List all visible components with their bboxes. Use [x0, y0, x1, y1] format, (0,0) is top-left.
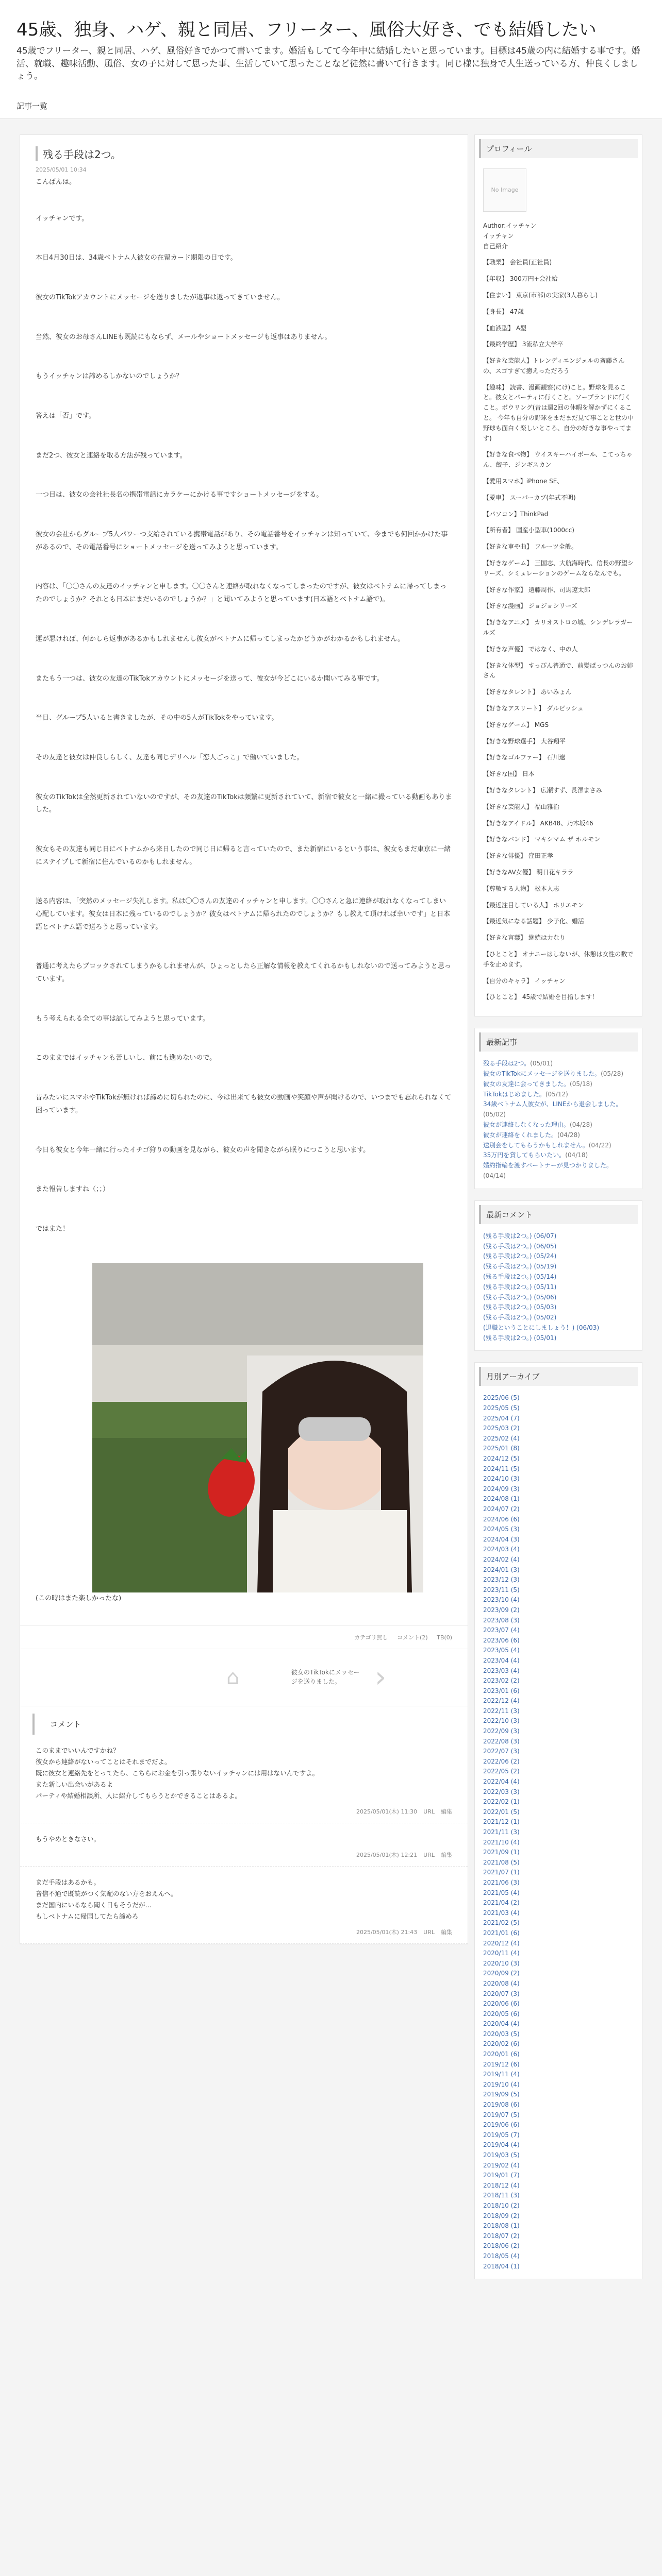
category-link[interactable]: カテゴリ無し: [354, 1634, 388, 1641]
archive-link[interactable]: 2019/11 (4): [483, 2071, 520, 2078]
recent-post-title[interactable]: 彼女のTikTokにメッセージを送りました。: [483, 1070, 601, 1077]
profile-line: 【愛車】 スーパーカブ(年式不明): [483, 494, 576, 501]
entry-paragraph: 内容は、「〇〇さんの友達のイッチャンと申します。〇〇さんと連絡が取れなくなってしまったのですが、彼女はベトナムに帰ってしまったのでしょうか？それとも日本にまだいるのでしょうか？」と聞いてみようと思っています(日本語とベトナム語で)。: [36, 583, 447, 604]
archive-link[interactable]: 2022/09 (3): [483, 1727, 520, 1735]
profile-lines: [483, 258, 634, 1003]
entry-paragraph: 運が悪ければ、何かしら返事があるかもしれませんし彼女がベトナムに帰ってしまったかどうかがわかるかもしれません。: [36, 635, 405, 643]
profile-line: 【好きな食べ物】 ウイスキーハイボール、こてっちゃん、餃子、ジンギスカン: [483, 451, 633, 469]
recent-post-date: (04/28): [557, 1131, 580, 1139]
archive-link[interactable]: 2018/06 (2): [483, 2242, 520, 2250]
profile-line: 【好きなAV女優】 明日花キララ: [483, 868, 574, 876]
recent-post-link[interactable]: [483, 1059, 634, 1069]
archive-link[interactable]: 2021/11 (3): [483, 1828, 520, 1836]
entry-title[interactable]: 残る手段は2つ。: [36, 146, 452, 161]
comment-date: 2025/05/01(木) 11:30: [356, 1808, 418, 1815]
archive-link[interactable]: 2023/03 (4): [483, 1667, 520, 1674]
archive-link[interactable]: 2021/03 (4): [483, 1909, 520, 1917]
entry-paragraph: 送る内容は、「突然のメッセージ失礼します。私は〇〇さんの友達のイッチャンと申します。〇〇さんと急に連絡が取れなくなってしまい心配しています。彼女は日本に残っているのでしょうか？彼女はベトナムに帰られたのでしょうか？もし教えて頂ければ幸いです」と日本語とベトナム語で送ろうと思っています。: [36, 897, 451, 931]
archive-link[interactable]: 2020/01 (6): [483, 2050, 520, 2058]
recent-post-title[interactable]: 残る手段は2つ。: [483, 1060, 531, 1067]
recent-post-title[interactable]: 婚約指輪を渡すパートナーが見つかりました。: [483, 1162, 613, 1170]
comment-item: [20, 1735, 468, 1823]
recent-post-link[interactable]: [483, 1161, 634, 1181]
archive-link[interactable]: 2025/04 (7): [483, 1414, 520, 1422]
comment-action-link[interactable]: URL: [423, 1808, 435, 1815]
archive-link[interactable]: 2023/07 (4): [483, 1626, 520, 1634]
archive-link[interactable]: 2024/12 (5): [483, 1455, 520, 1463]
entry-paragraph: ではまた！: [36, 1225, 70, 1233]
archive-link[interactable]: 2022/10 (3): [483, 1717, 520, 1725]
archive-link[interactable]: 2022/06 (2): [483, 1757, 520, 1765]
archive-link[interactable]: 2022/04 (4): [483, 1778, 520, 1786]
archive-link[interactable]: 2022/05 (2): [483, 1768, 520, 1775]
entry-meta: [20, 1625, 468, 1649]
profile-line: 【好きな芸能人】 福山雅治: [483, 803, 559, 810]
avatar: No Image: [483, 168, 526, 212]
archive-link[interactable]: 2018/12 (4): [483, 2181, 520, 2189]
archive-link[interactable]: 2023/01 (6): [483, 1687, 520, 1694]
entry-paragraph: 今日も彼女と今年一緒に行ったイチゴ狩りの動画を見ながら、彼女の声を聞きながら眠りにつこうと思います。: [36, 1146, 370, 1154]
archive-link[interactable]: 2025/06 (5): [483, 1394, 520, 1402]
comment-action-link[interactable]: URL: [423, 1928, 435, 1936]
profile-line: 【自分のキャラ】 イッチャン: [483, 977, 566, 985]
profile-line: 【好きなタレント】 広瀬すず、長澤まさみ: [483, 787, 602, 794]
entry-paragraph: 当日、グループ5人いると書きましたが、その中の5人がTikTokをやっています。: [36, 714, 278, 722]
entry-paragraph: もう考えられる全ての事は試してみようと思っています。: [36, 1014, 209, 1023]
archive-link[interactable]: 2018/05 (4): [483, 2252, 520, 2260]
article-list-link[interactable]: 記事一覧: [16, 101, 48, 111]
archive-link[interactable]: 2019/01 (7): [483, 2172, 520, 2179]
profile-line: 【好きな漫画】 ジョジョシリーズ: [483, 602, 577, 610]
recent-post-date: (05/02): [483, 1111, 506, 1118]
archive-link[interactable]: 2023/05 (4): [483, 1647, 520, 1654]
profile-line: 【ひとこと】 45歳で結婚を目指します！: [483, 993, 599, 1001]
profile-line: 【好きな声優】 ではなく、中の人: [483, 645, 578, 653]
recent-post-link[interactable]: [483, 1150, 634, 1161]
profile-line: 【好きな作家】 遠藤周作、司馬遼太郎: [483, 586, 590, 594]
profile-line: 【好きなバンド】 マキシマム ザ ホルモン: [483, 836, 601, 843]
archive-link[interactable]: 2024/10 (3): [483, 1475, 520, 1483]
site-description: 45歳でフリーター、親と同居、ハゲ、風俗好きでかつて書いてます。婚活もしてて今年中に結婚したいと思っています。目標は45歳の内に結婚する事です。婚活、就職、趣味活動、風俗、女の子に対して思った事、生活していて思ったことなど徒然に書いて行きます。同じ様に独身で人生送っている方、仲良くしましょう。: [16, 46, 640, 82]
main-column: [20, 134, 468, 1944]
comments-section: [20, 1714, 468, 1944]
archive-link[interactable]: 2022/08 (3): [483, 1737, 520, 1745]
recent-comments-list: [475, 1228, 642, 1351]
chevron-right-icon[interactable]: ›: [375, 1660, 387, 1694]
archive-link[interactable]: 2020/11 (4): [483, 1950, 520, 1957]
archive-link[interactable]: 2019/02 (4): [483, 2161, 520, 2169]
profile-line: 【好きなアニメ】 カリオストロの城、シンデレラガールズ: [483, 619, 633, 637]
entry-paragraph: その友達と彼女は仲良しらしく、友達も同じデリヘル「恋人ごっこ」で働いていました。: [36, 753, 304, 761]
recent-post-date: (05/28): [601, 1070, 624, 1077]
profile-line: 【年収】 300万円+会社給: [483, 275, 558, 283]
profile-body: [475, 162, 642, 1016]
profile-line: 【好きなゲーム】 三国志、大航海時代、信長の野望シリーズ、シミュレーションのゲームならなんでも。: [483, 560, 634, 577]
archive-link[interactable]: 2021/06 (3): [483, 1878, 520, 1886]
comment-item: [20, 1823, 468, 1867]
site-header: [0, 0, 662, 119]
comment-count-link[interactable]: コメント(2): [397, 1634, 428, 1641]
recent-post-title[interactable]: 35万円を貸してもらいたい。: [483, 1151, 566, 1159]
recent-post-title[interactable]: TikTokはじめました。: [483, 1090, 545, 1098]
archive-link[interactable]: 2018/04 (1): [483, 2262, 520, 2270]
trackback-link[interactable]: TB(0): [437, 1634, 452, 1641]
author-name: イッチャン: [483, 232, 514, 240]
archive-link[interactable]: 2024/05 (3): [483, 1526, 520, 1533]
archive-link[interactable]: 2023/02 (2): [483, 1677, 520, 1685]
archive-link[interactable]: 2019/09 (5): [483, 2091, 520, 2098]
profile-line: 【好きな俳優】 窪田正孝: [483, 852, 553, 860]
archive-link[interactable]: 2018/09 (2): [483, 2212, 520, 2219]
archive-link[interactable]: 2018/11 (3): [483, 2192, 520, 2199]
recent-post-title[interactable]: 送別会をしてもらうかもしれません。: [483, 1141, 589, 1149]
recent-comment-link[interactable]: (残る手段は2つ。) (05/01): [483, 1334, 557, 1342]
photo-illustration: [92, 1263, 423, 1592]
archive-link[interactable]: 2024/01 (3): [483, 1566, 520, 1573]
sidebar: [474, 134, 642, 2291]
archive-link[interactable]: 2023/04 (4): [483, 1656, 520, 1664]
recent-posts-title: 最新記事: [479, 1032, 638, 1052]
recent-comment-link[interactable]: (残る手段は2つ。) (05/19): [483, 1263, 557, 1270]
profile-line: 【好きなゲーム】 MGS: [483, 721, 549, 728]
archive-link[interactable]: 2019/12 (6): [483, 2060, 520, 2068]
archive-link[interactable]: 2025/02 (4): [483, 1434, 520, 1442]
comment-item: [20, 1867, 468, 1944]
entry-paragraph: 一つ目は、彼女の会社社長名の携帯電話にカラケーにかける事ですショートメッセージをする。: [36, 491, 323, 499]
profile-line: 【最近注目している人】 ホリエモン: [483, 901, 584, 909]
entry-paragraph: もうイッチャンは諦めるしかないのでしょうか？: [36, 372, 183, 381]
comment-date: 2025/05/01(木) 12:21: [356, 1851, 418, 1858]
profile-line: 【好きなアイドル】 AKB48、乃木坂46: [483, 819, 593, 827]
archive-link[interactable]: 2025/05 (5): [483, 1404, 520, 1412]
profile-line: 【好きなアスリート】 ダルビッシュ: [483, 705, 584, 713]
profile-line: 【最終学歴】 3流私立大学卒: [483, 341, 564, 348]
profile-line: 【パソコン】ThinkPad: [483, 510, 549, 518]
archive-link[interactable]: 2019/08 (6): [483, 2101, 520, 2109]
archives-title: 月別アーカイブ: [479, 1367, 638, 1386]
recent-post-link[interactable]: [483, 1090, 634, 1100]
archive-link[interactable]: 2021/08 (5): [483, 1858, 520, 1866]
recent-post-date: (05/12): [545, 1090, 568, 1098]
archive-link[interactable]: 2021/04 (2): [483, 1899, 520, 1907]
archive-link[interactable]: 2021/07 (1): [483, 1869, 520, 1876]
archive-link[interactable]: 2019/06 (6): [483, 2121, 520, 2129]
comment-meta: [36, 1850, 452, 1860]
archive-link[interactable]: 2020/02 (6): [483, 2040, 520, 2048]
archive-link[interactable]: 2024/02 (4): [483, 1555, 520, 1563]
archive-link[interactable]: 2018/08 (1): [483, 2222, 520, 2230]
entry-paragraph: こんばんは。: [36, 178, 76, 186]
entry-paragraph: 当然、彼女のお母さんLINEも既読にもならず、メールやショートメッセージも返事はありません。: [36, 333, 332, 341]
archive-link[interactable]: 2023/10 (4): [483, 1596, 520, 1604]
archive-link[interactable]: 2024/09 (3): [483, 1485, 520, 1493]
archive-link[interactable]: 2019/04 (4): [483, 2141, 520, 2149]
archive-link[interactable]: 2019/05 (7): [483, 2131, 520, 2139]
comment-text: まだ手段はあるかも。 音信不通で既読がつく気配のない方をおえんへ。 まだ国内にいるなら聞く日もそうだが… もしベトナムに帰国してたら諦めろ: [36, 1878, 177, 1920]
profile-line: 【好きな体型】 すっぴん普通で、前髪ぱっつんのお姉さん: [483, 662, 633, 680]
photo-caption: (この時はまた楽しかったな): [36, 1594, 122, 1602]
recent-comment-link[interactable]: (残る手段は2つ。) (06/07): [483, 1232, 557, 1240]
profile-line: 【好きなタレント】 あいみょん: [483, 688, 572, 696]
archive-link[interactable]: 2022/07 (3): [483, 1748, 520, 1755]
recent-post-title[interactable]: 34歳ベトナム人彼女が、LINEから退会しました。: [483, 1100, 622, 1108]
archive-link[interactable]: 2020/06 (6): [483, 2000, 520, 2008]
comment-action-link[interactable]: URL: [423, 1851, 435, 1858]
recent-comment-link[interactable]: (残る手段は2つ。) (05/03): [483, 1303, 557, 1311]
recent-post-title[interactable]: 彼女の友達に会ってきました。: [483, 1080, 570, 1088]
entry-paragraph: 彼女もその友達も同じ日にベトナムから来日したので同じ日に帰ると言っていたので、また新宿にいるという事は、彼女もまだ東京に一緒にステイプして新宿に住んでいるのかもしれません。: [36, 845, 451, 866]
strawberry-photo: [92, 1263, 423, 1592]
archive-link[interactable]: 2018/10 (2): [483, 2201, 520, 2209]
author-label[interactable]: Author:イッチャン: [483, 222, 537, 229]
entry-paragraph: まだ2つ、彼女と連絡を取る方法が残っています。: [36, 451, 187, 460]
recent-post-date: (05/18): [570, 1080, 592, 1088]
recent-post-date: (05/01): [530, 1060, 553, 1067]
recent-comment-link[interactable]: (残る手段は2つ。) (05/24): [483, 1252, 557, 1260]
recent-posts-list: [475, 1056, 642, 1189]
entry-date: 2025/05/01 10:34: [36, 166, 87, 173]
entry-paragraph: またもう一つは、彼女の友達のTikTokアカウントにメッセージを送って、彼女が今どこにいるか聞いてみる事です。: [36, 674, 384, 683]
home-icon[interactable]: ⌂: [226, 1666, 240, 1690]
archive-link[interactable]: 2021/05 (4): [483, 1889, 520, 1896]
archive-link[interactable]: 2020/09 (2): [483, 1970, 520, 1977]
profile-line: 【尊敬する人物】 松本人志: [483, 885, 559, 892]
recent-comment-link[interactable]: (残る手段は2つ。) (05/11): [483, 1283, 557, 1291]
archive-link[interactable]: 2021/01 (6): [483, 1929, 520, 1937]
entry-paragraph: 本日4月30日は、34歳ベトナム人彼女の在留カード期限の日です。: [36, 254, 237, 262]
recent-post-link[interactable]: [483, 1141, 634, 1151]
archive-link[interactable]: 2024/08 (1): [483, 1495, 520, 1503]
recent-posts-box: [474, 1028, 642, 1189]
profile-line: 【好きな言葉】 継続は力なり: [483, 934, 566, 942]
archive-link[interactable]: 2023/09 (2): [483, 1606, 520, 1614]
profile-line: 【血液型】 A型: [483, 324, 527, 332]
entry-paragraph: イッチャンです。: [36, 214, 89, 223]
archive-link[interactable]: 2021/09 (1): [483, 1849, 520, 1856]
entry-paragraph: 彼女のTikTokアカウントにメッセージを送りましたが返事は返ってきていません。: [36, 293, 284, 301]
recent-post-link[interactable]: [483, 1069, 634, 1079]
entry-header: [20, 135, 468, 173]
profile-line: 【所有者】 国産小型車(1000cc): [483, 527, 574, 534]
comment-action-link[interactable]: 編集: [441, 1808, 452, 1815]
archive-link[interactable]: 2024/11 (5): [483, 1465, 520, 1472]
archive-link[interactable]: 2019/07 (5): [483, 2111, 520, 2119]
comment-meta: [36, 1807, 452, 1817]
entry-pager: [20, 1649, 468, 1706]
recent-post-date: (04/28): [570, 1121, 592, 1128]
archive-link[interactable]: 2024/07 (2): [483, 1505, 520, 1513]
archives-list: [475, 1390, 642, 2279]
recent-comment-link[interactable]: (残る手段は2つ。) (05/14): [483, 1273, 557, 1280]
recent-comments-title: 最新コメント: [479, 1205, 638, 1224]
recent-post-date: (04/18): [565, 1151, 588, 1159]
archive-link[interactable]: 2021/02 (5): [483, 1919, 520, 1927]
comment-list: [20, 1735, 468, 1944]
entry: [20, 135, 468, 1706]
next-entry-link[interactable]: 彼女のTikTokにメッセージを送りました。: [291, 1669, 360, 1686]
entry-paragraph: 昔みたいにスマホやTikTokが無ければ諦めに切られたのに、今は出来ても彼女の動画や笑顔や声が聞けるので、いつまでも忘れられなくて困っています。: [36, 1094, 452, 1114]
profile-line: 【職業】 会社員(正社員): [483, 259, 552, 266]
entry-paragraph: 彼女の会社からグループ5人パワーつ支給されている携帯電話があり、その電話番号をイッチャンは知っていて、今までも何回かかけた事があるので、その電話番号にショートメッセージを送ってみようと思っています。: [36, 531, 448, 551]
archive-link[interactable]: 2019/10 (4): [483, 2080, 520, 2088]
archive-link[interactable]: 2022/11 (3): [483, 1707, 520, 1715]
recent-post-title[interactable]: 彼女が連絡をくれました。: [483, 1131, 558, 1139]
entry-paragraph: 彼女のTikTokは全然更新されていないのですが、その友達のTikTokは頻繁に更新されていて、新宿で彼女と一緒に撮っている動画もありました。: [36, 793, 452, 814]
archive-link[interactable]: 2025/01 (8): [483, 1445, 520, 1452]
recent-post-link[interactable]: [483, 1120, 634, 1130]
entry-paragraph: 普通に考えたらブロックされてしまうかもしれませんが、ひょっとしたら正解な情報を教えてくれるかもしれないので送ってみようと思っています。: [36, 962, 451, 984]
archive-link[interactable]: 2020/12 (4): [483, 1939, 520, 1947]
profile-line: 【身長】 47歳: [483, 308, 524, 315]
profile-line: 【好きなゴルファー】 石川遼: [483, 754, 566, 761]
archive-link[interactable]: 2024/03 (4): [483, 1546, 520, 1553]
archive-link[interactable]: 2023/12 (3): [483, 1576, 520, 1584]
archive-link[interactable]: 2022/01 (5): [483, 1808, 520, 1816]
recent-comment-link[interactable]: (残る手段は2つ。) (05/02): [483, 1314, 557, 1321]
recent-post-link[interactable]: [483, 1079, 634, 1090]
archive-link[interactable]: 2023/08 (3): [483, 1616, 520, 1624]
profile-line: 【最近気になる話題】 少子化、婚活: [483, 918, 584, 925]
comment-date: 2025/05/01(木) 21:43: [356, 1928, 418, 1936]
archive-link[interactable]: 2025/03 (2): [483, 1425, 520, 1432]
archive-link[interactable]: 2019/03 (5): [483, 2151, 520, 2159]
archive-link[interactable]: 2020/10 (3): [483, 1959, 520, 1967]
recent-post-date: (04/22): [588, 1141, 611, 1149]
profile-line: 【ひとこと】 オナニーはしないが、休憩は女性の数で手を止めます。: [483, 950, 634, 968]
archive-link[interactable]: 2020/05 (6): [483, 2010, 520, 2018]
archive-link[interactable]: 2018/07 (2): [483, 2232, 520, 2240]
archive-link[interactable]: 2021/10 (4): [483, 1838, 520, 1846]
archive-link[interactable]: 2024/06 (6): [483, 1515, 520, 1523]
profile-line: 【趣味】 読書、漫画観察(にけ)こと。野球を見ること。彼女とパーティに行くこと。ソープランドに行くこと。ボウリング(昔は週2回の休暇を解かずにくること。 今年も自分の野球をまだまだ見て事ことと世の中野球も面白く楽しいところ、自分の好きな事やってます): [483, 383, 634, 442]
recent-comment-link[interactable]: (退職ということにしましょう！) (06/03): [483, 1324, 600, 1331]
recent-comment-link[interactable]: (残る手段は2つ。) (05/06): [483, 1293, 557, 1301]
archive-link[interactable]: 2024/04 (3): [483, 1535, 520, 1543]
comments-title: コメント: [32, 1714, 455, 1735]
recent-post-title[interactable]: 彼女が連絡しなくなった理由。: [483, 1121, 570, 1128]
profile-title: プロフィール: [479, 139, 638, 158]
profile-line: 【住まい】 東京(市部)の実家(3人暮らし): [483, 291, 598, 299]
comment-text: もうやめときなさい。: [36, 1835, 101, 1843]
archive-link[interactable]: 2023/11 (5): [483, 1586, 520, 1594]
entry-paragraph: 答えは「否」です。: [36, 412, 95, 420]
comment-action-link[interactable]: 編集: [441, 1851, 452, 1858]
site-title[interactable]: 45歳、独身、ハゲ、親と同居、フリーター、風俗大好き、でも結婚したい: [16, 20, 597, 40]
profile-line: 【好きな野球選手】 大谷翔平: [483, 737, 566, 745]
comment-action-link[interactable]: 編集: [441, 1928, 452, 1936]
archive-link[interactable]: 2020/07 (3): [483, 1990, 520, 1997]
recent-post-link[interactable]: [483, 1099, 634, 1120]
archive-link[interactable]: 2023/06 (6): [483, 1636, 520, 1644]
profile-line: 【好きな芸能人】トレンディエンジェルの斎藤さんの、スゴすぎて癒えっただろう: [483, 357, 625, 375]
archive-link[interactable]: 2020/04 (4): [483, 2020, 520, 2028]
recent-post-link[interactable]: [483, 1130, 634, 1141]
archive-link[interactable]: 2022/03 (3): [483, 1788, 520, 1795]
entry-paragraph: また報告しますね（；；）: [36, 1185, 110, 1194]
archive-link[interactable]: 2021/12 (1): [483, 1818, 520, 1826]
profile-box: [474, 134, 642, 1016]
entry-body: [20, 176, 468, 1236]
recent-comment-link[interactable]: (残る手段は2つ。) (06/05): [483, 1242, 557, 1250]
profile-line: 【好きな国】 日本: [483, 770, 535, 778]
archive-link[interactable]: 2022/02 (1): [483, 1798, 520, 1806]
comment-meta: [36, 1927, 452, 1937]
comment-text: このままでいいんですかね？ 彼女から連絡がないってことはそれまでだよ。 既に彼女と連絡先をとってたら、こちらにお金を引っ張りないイッチャンには用はないんですよ。 また新しい出会いがあるよ パーティや結婚相談所、人に紹介してもらうとかできることはあるよ。: [36, 1747, 319, 1800]
archive-link[interactable]: 2020/03 (5): [483, 2030, 520, 2038]
recent-comments-box: [474, 1200, 642, 1351]
entry-paragraph: このままではイッチャンも苦しいし、前にも進めないので。: [36, 1054, 217, 1062]
profile-line: 【好きな車や曲】 フルーツ全般。: [483, 543, 577, 551]
archive-link[interactable]: 2022/12 (4): [483, 1697, 520, 1705]
profile-line: 【愛用スマホ】iPhone SE、: [483, 478, 564, 485]
self-intro-label: 自己紹介: [483, 242, 508, 250]
recent-post-date: (04/14): [483, 1172, 506, 1179]
entry-photo-block: [20, 1263, 468, 1605]
archive-link[interactable]: 2020/08 (4): [483, 1979, 520, 1987]
archives-box: [474, 1362, 642, 2279]
